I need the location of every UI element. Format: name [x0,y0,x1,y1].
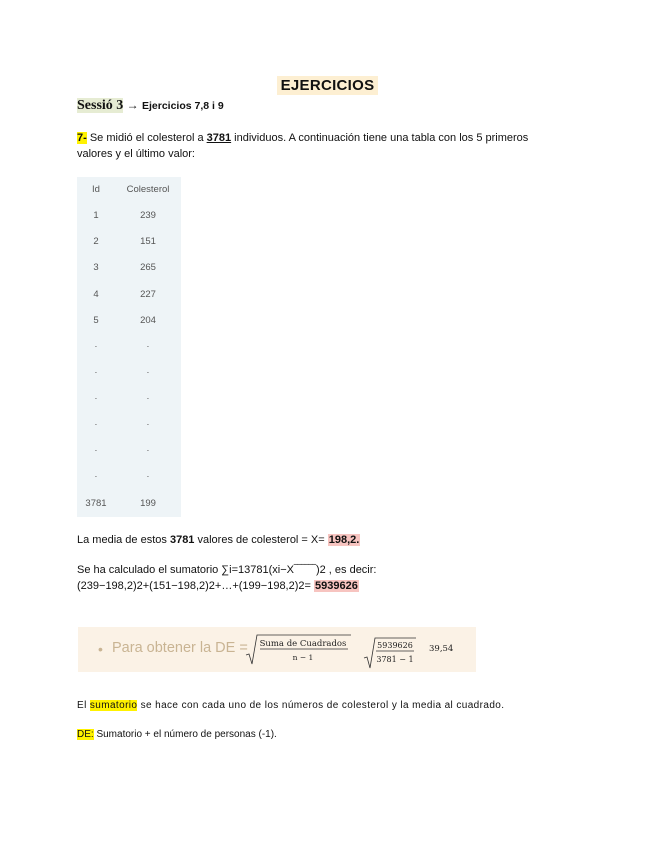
cell-id: 1 [93,210,99,221]
note-de [77,729,277,740]
cell-value: 227 [140,289,156,300]
note-sumatorio [77,700,504,711]
cell-id: 2 [93,236,99,247]
individuals-count: 3781 [206,132,232,144]
note2-rest: Sumatorio + el número de personas (-1). [93,729,277,740]
cell-value: . [146,417,150,428]
session-label: Sessió 3 [77,98,124,113]
formula-numerator-2: 5939626 [377,641,413,650]
cell-id: 3 [93,262,99,273]
cell-id: . [94,469,98,480]
arrow-icon: → [123,98,142,112]
header-id: Id [92,184,100,195]
formula-result: 39,54 [429,644,454,654]
cell-value: . [146,391,150,402]
cell-value: 265 [140,262,156,273]
formula-numerator: Suma de Cuadrados [259,639,347,649]
page-title: EJERCICIOS [0,77,655,95]
note1-prefix: El [77,700,90,711]
formula-lead: Para obtener la DE = [112,640,248,656]
cell-id: . [94,339,98,350]
sum-line-1: Se ha calculado el sumatorio ∑i=13781(xi−X‾‾‾‾‾‾)2 , es decir: [77,564,377,576]
sd-formula-box [78,627,476,672]
exercise-text-c: valores y el último valor: [77,148,195,160]
exercise-text-b: individuos. A continuación tiene una tabla con los 5 primeros [231,132,529,144]
cell-value: 239 [140,210,156,221]
cell-value: . [146,365,150,376]
cholesterol-table [77,177,181,517]
cell-id: . [94,443,98,454]
cell-value: . [146,469,150,480]
cell-value: . [146,443,150,454]
session-exercises: Ejercicios 7,8 i 9 [141,100,224,112]
formula-denominator-2: 3781 − 1 [376,655,414,664]
exercise-7-paragraph [77,130,577,162]
cell-id: 3781 [85,498,107,509]
mean-sentence [77,534,360,546]
cell-value: . [146,339,150,350]
bullet-icon: • [98,641,103,657]
cell-value: 199 [140,498,156,509]
note1-highlight: sumatorio [89,700,138,711]
exercise-text-a: Se midió el colesterol a [86,132,207,144]
cell-id: 5 [93,315,99,326]
sum-line-2 [77,580,359,592]
exercise-number: 7- [77,132,87,144]
formula-graphic [78,627,476,672]
cell-id: . [94,417,98,428]
mean-middle: valores de colesterol = X= [194,534,328,546]
cell-value: 151 [140,236,156,247]
cell-value: 204 [140,315,156,326]
sum-value: 5939626 [315,580,358,592]
cell-id: . [94,365,98,376]
mean-prefix: La media de estos [77,534,170,546]
sum-expression: (239−198,2)2+(151−198,2)2+…+(199−198,2)2= [77,580,314,592]
mean-value: 198,2. [328,534,360,546]
note2-highlight: DE: [77,729,94,740]
mean-count: 3781 [169,534,195,546]
cell-id: 4 [93,289,99,300]
note1-rest: se hace con cada uno de los números de colesterol y la media al cuadrado. [137,700,505,711]
session-heading [77,98,224,114]
cell-id: . [94,391,98,402]
formula-denominator: n − 1 [292,653,314,662]
header-colesterol: Colesterol [126,184,170,195]
